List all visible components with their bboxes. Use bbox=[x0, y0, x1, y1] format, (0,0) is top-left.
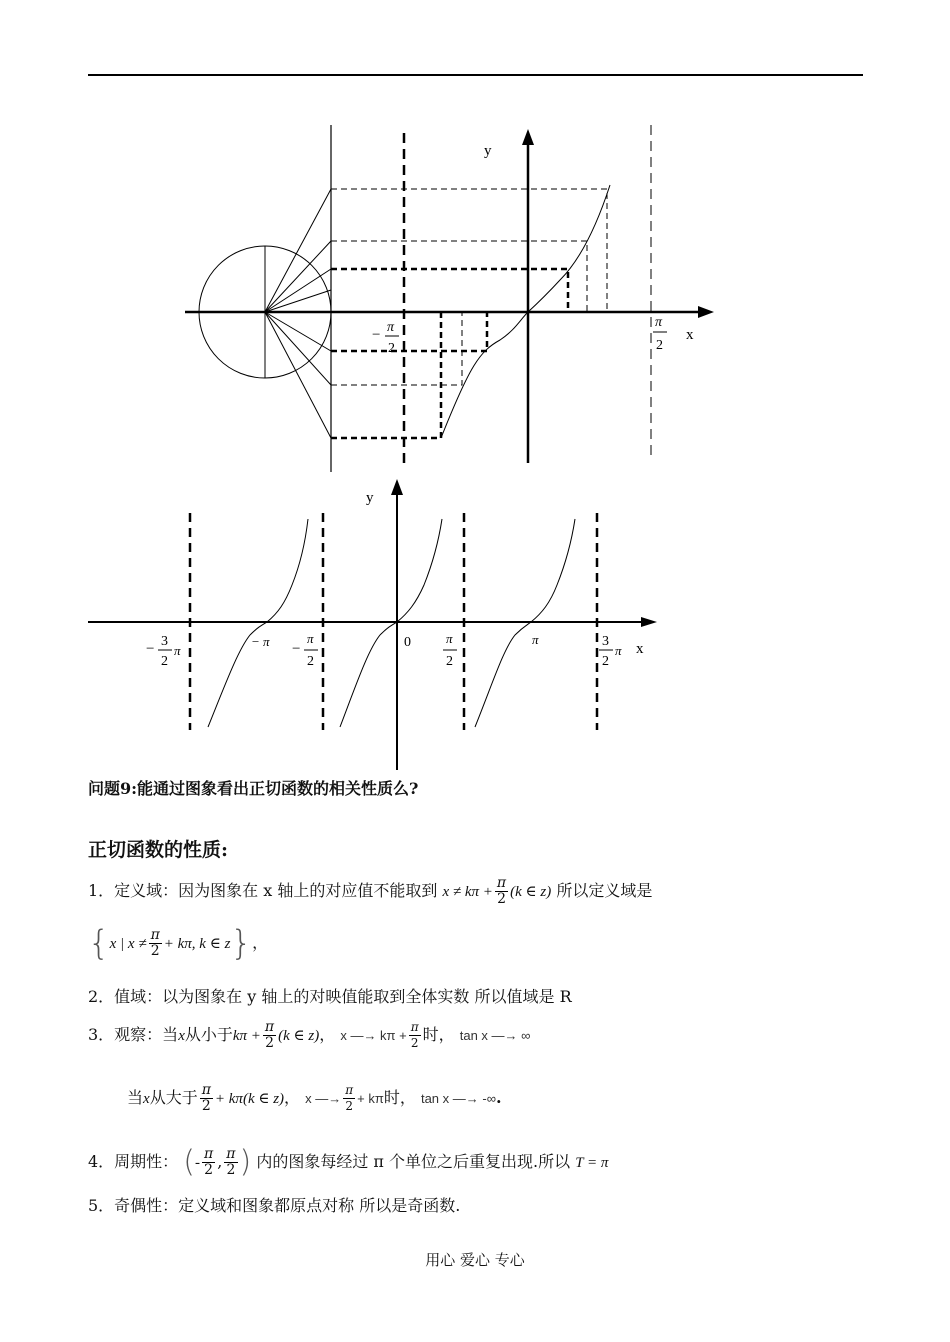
item-3b-limit-frac: $\frac{\pi}{2}$ bbox=[345, 1083, 354, 1113]
pos-half-num-2: π bbox=[446, 631, 453, 646]
interval-b: $\frac{\pi}{2}$ bbox=[226, 1146, 236, 1178]
item-3b-line bbox=[127, 1083, 502, 1114]
item-3b-limit-k: + kπ bbox=[357, 1091, 384, 1106]
item-2: 2．值域：以为图象在 y 轴上的对映值能取到全体实数 所以值域是 R bbox=[88, 987, 572, 1006]
item-4-middle: 内的图象每经过 π 个单位之后重复出现.所以 bbox=[256, 1152, 571, 1171]
item-3-frac: $\frac{\pi}{2}$ bbox=[264, 1019, 275, 1051]
item-3b-when: 时， bbox=[383, 1088, 416, 1107]
item-5: 5．奇偶性：定义域和图象都原点对称 所以是奇函数. bbox=[88, 1196, 461, 1215]
item-1-prefix: 1．定义域：因为图象在 x 轴上的对应值不能取到 bbox=[88, 881, 438, 900]
interval-a: $\frac{\pi}{2}$ bbox=[204, 1146, 214, 1178]
item-3-comma: ， bbox=[319, 1025, 336, 1044]
item-3b-cond: (k ∈ z) bbox=[242, 1091, 285, 1107]
x-axis-arrow-2 bbox=[641, 617, 657, 627]
item-3b-limit-x: x —→ bbox=[305, 1091, 342, 1106]
item-3b-end: . bbox=[495, 1088, 502, 1107]
item-3-limit-x: x —→ kπ + bbox=[340, 1028, 407, 1043]
y-label-2: y bbox=[366, 490, 374, 506]
neg-sign-1: − bbox=[372, 327, 381, 343]
item-3-x: x bbox=[178, 1028, 185, 1044]
item-4-line: 4．周期性： (- $\frac{\pi}{2}$ , $\frac{\pi}{2}$ ) 内的图象每经过 π 个单位之后重复出现.所以 T = π bbox=[88, 1144, 609, 1180]
item-3-from-below: 从小于 bbox=[184, 1025, 233, 1044]
item-3-limit-frac: $\frac{\pi}{2}$ bbox=[410, 1020, 419, 1050]
neg-three-half-num: 3 bbox=[161, 634, 168, 649]
item-3b-prefix: 当 bbox=[127, 1088, 144, 1107]
x-axis-arrow-1 bbox=[698, 306, 714, 318]
projection-lines-lower bbox=[331, 312, 487, 438]
y-axis-arrow-1 bbox=[522, 129, 534, 145]
header-rule bbox=[88, 74, 863, 76]
interval-left-sign: - bbox=[195, 1155, 200, 1171]
item-3b-x: x bbox=[143, 1091, 150, 1107]
neg-half-num-2: π bbox=[307, 631, 314, 646]
set-end: ， bbox=[252, 933, 269, 952]
item-4-period: T = π bbox=[575, 1155, 609, 1171]
neg-half-den-2: 2 bbox=[307, 654, 314, 669]
item-3-prefix: 3．观察：当 bbox=[88, 1025, 179, 1044]
item-3b-frac: $\frac{\pi}{2}$ bbox=[201, 1082, 211, 1114]
neg-half-sign-2: − bbox=[292, 641, 301, 657]
section-title: 正切函数的性质: bbox=[88, 839, 229, 861]
item-4-prefix: 4．周期性： bbox=[88, 1152, 179, 1171]
item-1-cond-frac: $\frac{\pi}{2}$ bbox=[496, 875, 507, 907]
item-3-when: 时， bbox=[422, 1025, 455, 1044]
neg-three-half-sign: − bbox=[146, 641, 155, 657]
item-3-line bbox=[88, 1020, 530, 1051]
y-label-1: y bbox=[484, 143, 492, 159]
pos-pi-label: π bbox=[532, 632, 539, 647]
item-1-cond-right: (k ∈ z) bbox=[510, 884, 552, 900]
page-footer: 用心 爱心 专心 bbox=[425, 1251, 525, 1269]
item-3b-tan-limit: tan x —→ -∞ bbox=[420, 1091, 496, 1106]
pos-three-half-den: 2 bbox=[602, 654, 609, 669]
interval-sep: , bbox=[217, 1152, 223, 1171]
origin-label: 0 bbox=[404, 635, 411, 650]
x-label-2: x bbox=[636, 641, 644, 657]
x-label-1: x bbox=[686, 327, 694, 343]
set-right: + kπ, k ∈ z bbox=[163, 936, 231, 952]
item-1-cond-left: x ≠ kπ + bbox=[442, 884, 493, 900]
y-axis-arrow-2 bbox=[391, 479, 403, 495]
pos-half-den-2: 2 bbox=[446, 654, 453, 669]
angle-rays bbox=[265, 189, 331, 438]
item-1-suffix: 所以定义域是 bbox=[556, 881, 653, 900]
pos-half-pi-num: π bbox=[655, 315, 663, 330]
tangent-graph-figure bbox=[0, 475, 950, 775]
neg-pi-label: − π bbox=[251, 634, 270, 649]
pos-three-half-num: 3 bbox=[602, 634, 609, 649]
neg-three-half-den: 2 bbox=[161, 654, 168, 669]
set-left: x | x ≠ bbox=[109, 936, 147, 952]
neg-half-pi-num: π bbox=[387, 320, 395, 335]
item-3-cond: (k ∈ z) bbox=[278, 1028, 320, 1044]
set-frac: $\frac{\pi}{2}$ bbox=[150, 927, 160, 959]
projection-lines-upper bbox=[331, 189, 607, 312]
item-1-set: {x | x ≠ $\frac{\pi}{2}$ + kπ, k ∈ z}， bbox=[88, 923, 269, 964]
question-9: 问题9:能通过图象看出正切函数的相关性质么? bbox=[88, 779, 419, 798]
item-3-tan-limit: tan x —→ ∞ bbox=[459, 1028, 531, 1043]
neg-three-half-pi: π bbox=[174, 643, 181, 658]
item-3-kpi: kπ + bbox=[232, 1028, 261, 1044]
item-3b-kpi: + kπ bbox=[214, 1091, 243, 1107]
item-1-line bbox=[88, 876, 652, 907]
pos-three-half-pi: π bbox=[615, 643, 622, 658]
neg-half-pi-den: 2 bbox=[388, 341, 395, 356]
item-3b-comma: ， bbox=[284, 1088, 301, 1107]
item-3b-from-above: 从大于 bbox=[149, 1088, 198, 1107]
pos-half-pi-den: 2 bbox=[656, 338, 663, 353]
